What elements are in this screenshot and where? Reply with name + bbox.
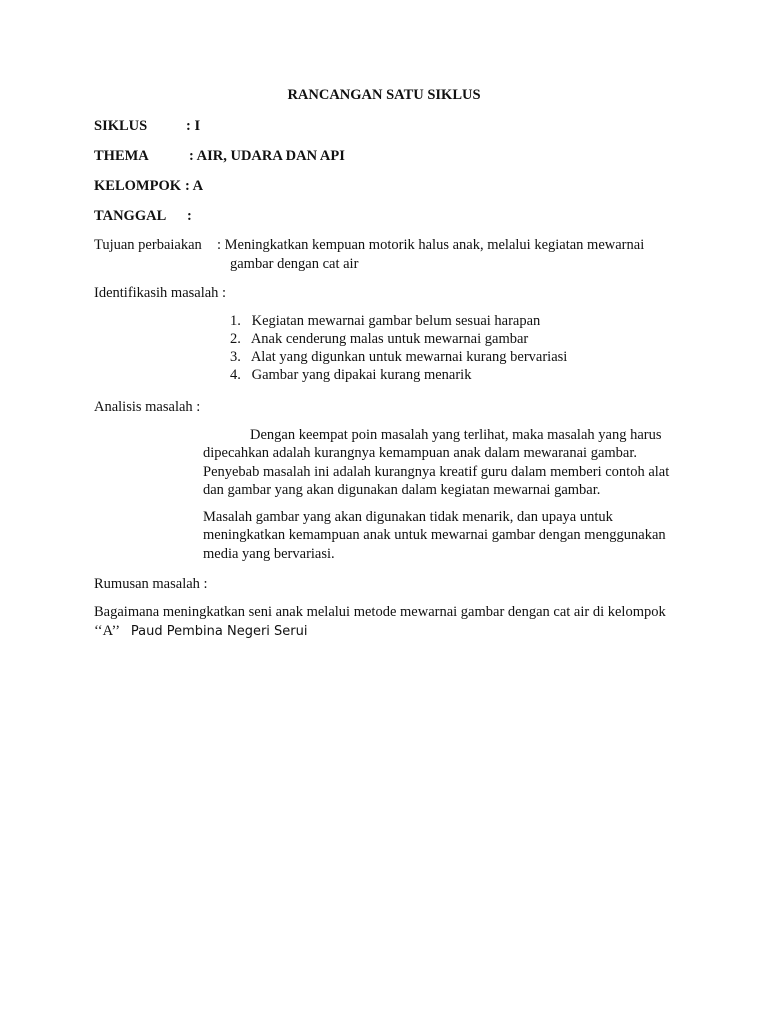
list-item — [230, 348, 567, 366]
tujuan-text-line1: : Meningkatkan kempuan motorik halus anak, melalui kegiatan mewarnai — [217, 237, 645, 253]
list-item — [230, 330, 567, 348]
analisis-paragraph-1-text: Dengan keempat poin masalah yang terlihat, maka masalah yang harus dipecahkan adalah kurangnya kemampuan anak dalam mewaranai gambar. Penyebab masalah ini adalah kurangnya kreatif guru dalam memberi contoh alat dan gambar yang akan digunakan dalam kegiatan mewarnai gambar. — [203, 427, 670, 498]
rumusan-text-line1: Bagaimana meningkatkan seni anak melalui metode mewarnai gambar dengan cat air di kelompok — [94, 604, 666, 620]
list-item-number: 1. — [230, 313, 241, 329]
rumusan-text — [94, 603, 674, 641]
document-title: RANCANGAN SATU SIKLUS — [287, 87, 481, 103]
list-item — [230, 312, 567, 330]
list-item-number: 3. — [230, 349, 241, 365]
identifikasi-list — [230, 312, 567, 384]
field-label-siklus: SIKLUS — [94, 118, 148, 134]
field-value-tanggal: : — [187, 208, 192, 224]
identifikasi-label: Identifikasih masalah : — [94, 285, 227, 301]
list-item-text: Alat yang digunkan untuk mewarnai kurang bervariasi — [250, 349, 568, 365]
analisis-paragraph-2: Masalah gambar yang akan digunakan tidak menarik, dan upaya untuk meningkatkan kemampuan anak untuk mewarnai gambar dengan menggunakan media yang bervariasi. — [203, 509, 666, 562]
list-item-number: 2. — [230, 331, 241, 347]
list-item — [230, 366, 567, 384]
field-label-tanggal: TANGGAL — [94, 208, 167, 224]
list-item-text: Gambar yang dipakai kurang menarik — [251, 367, 472, 383]
field-value-siklus: : I — [186, 118, 201, 134]
rumusan-label: Rumusan masalah : — [94, 576, 208, 592]
tujuan-label: Tujuan perbaiakan — [94, 237, 202, 253]
field-label-kelompok: KELOMPOK — [94, 178, 181, 194]
analisis-label: Analisis masalah : — [94, 399, 201, 415]
rumusan-quote: ‘‘A’’ — [94, 622, 121, 639]
rumusan-text-tail: Paud Pembina Negeri Serui — [130, 623, 308, 639]
analisis-paragraph-1 — [203, 426, 673, 499]
field-value-kelompok: : A — [185, 178, 204, 194]
list-item-text: Kegiatan mewarnai gambar belum sesuai harapan — [251, 313, 541, 329]
field-label-thema: THEMA — [94, 148, 149, 164]
field-value-thema: : AIR, UDARA DAN API — [189, 148, 345, 164]
tujuan-text-line2: gambar dengan cat air — [230, 256, 359, 272]
list-item-text: Anak cenderung malas untuk mewarnai gambar — [250, 331, 529, 347]
list-item-number: 4. — [230, 367, 241, 383]
